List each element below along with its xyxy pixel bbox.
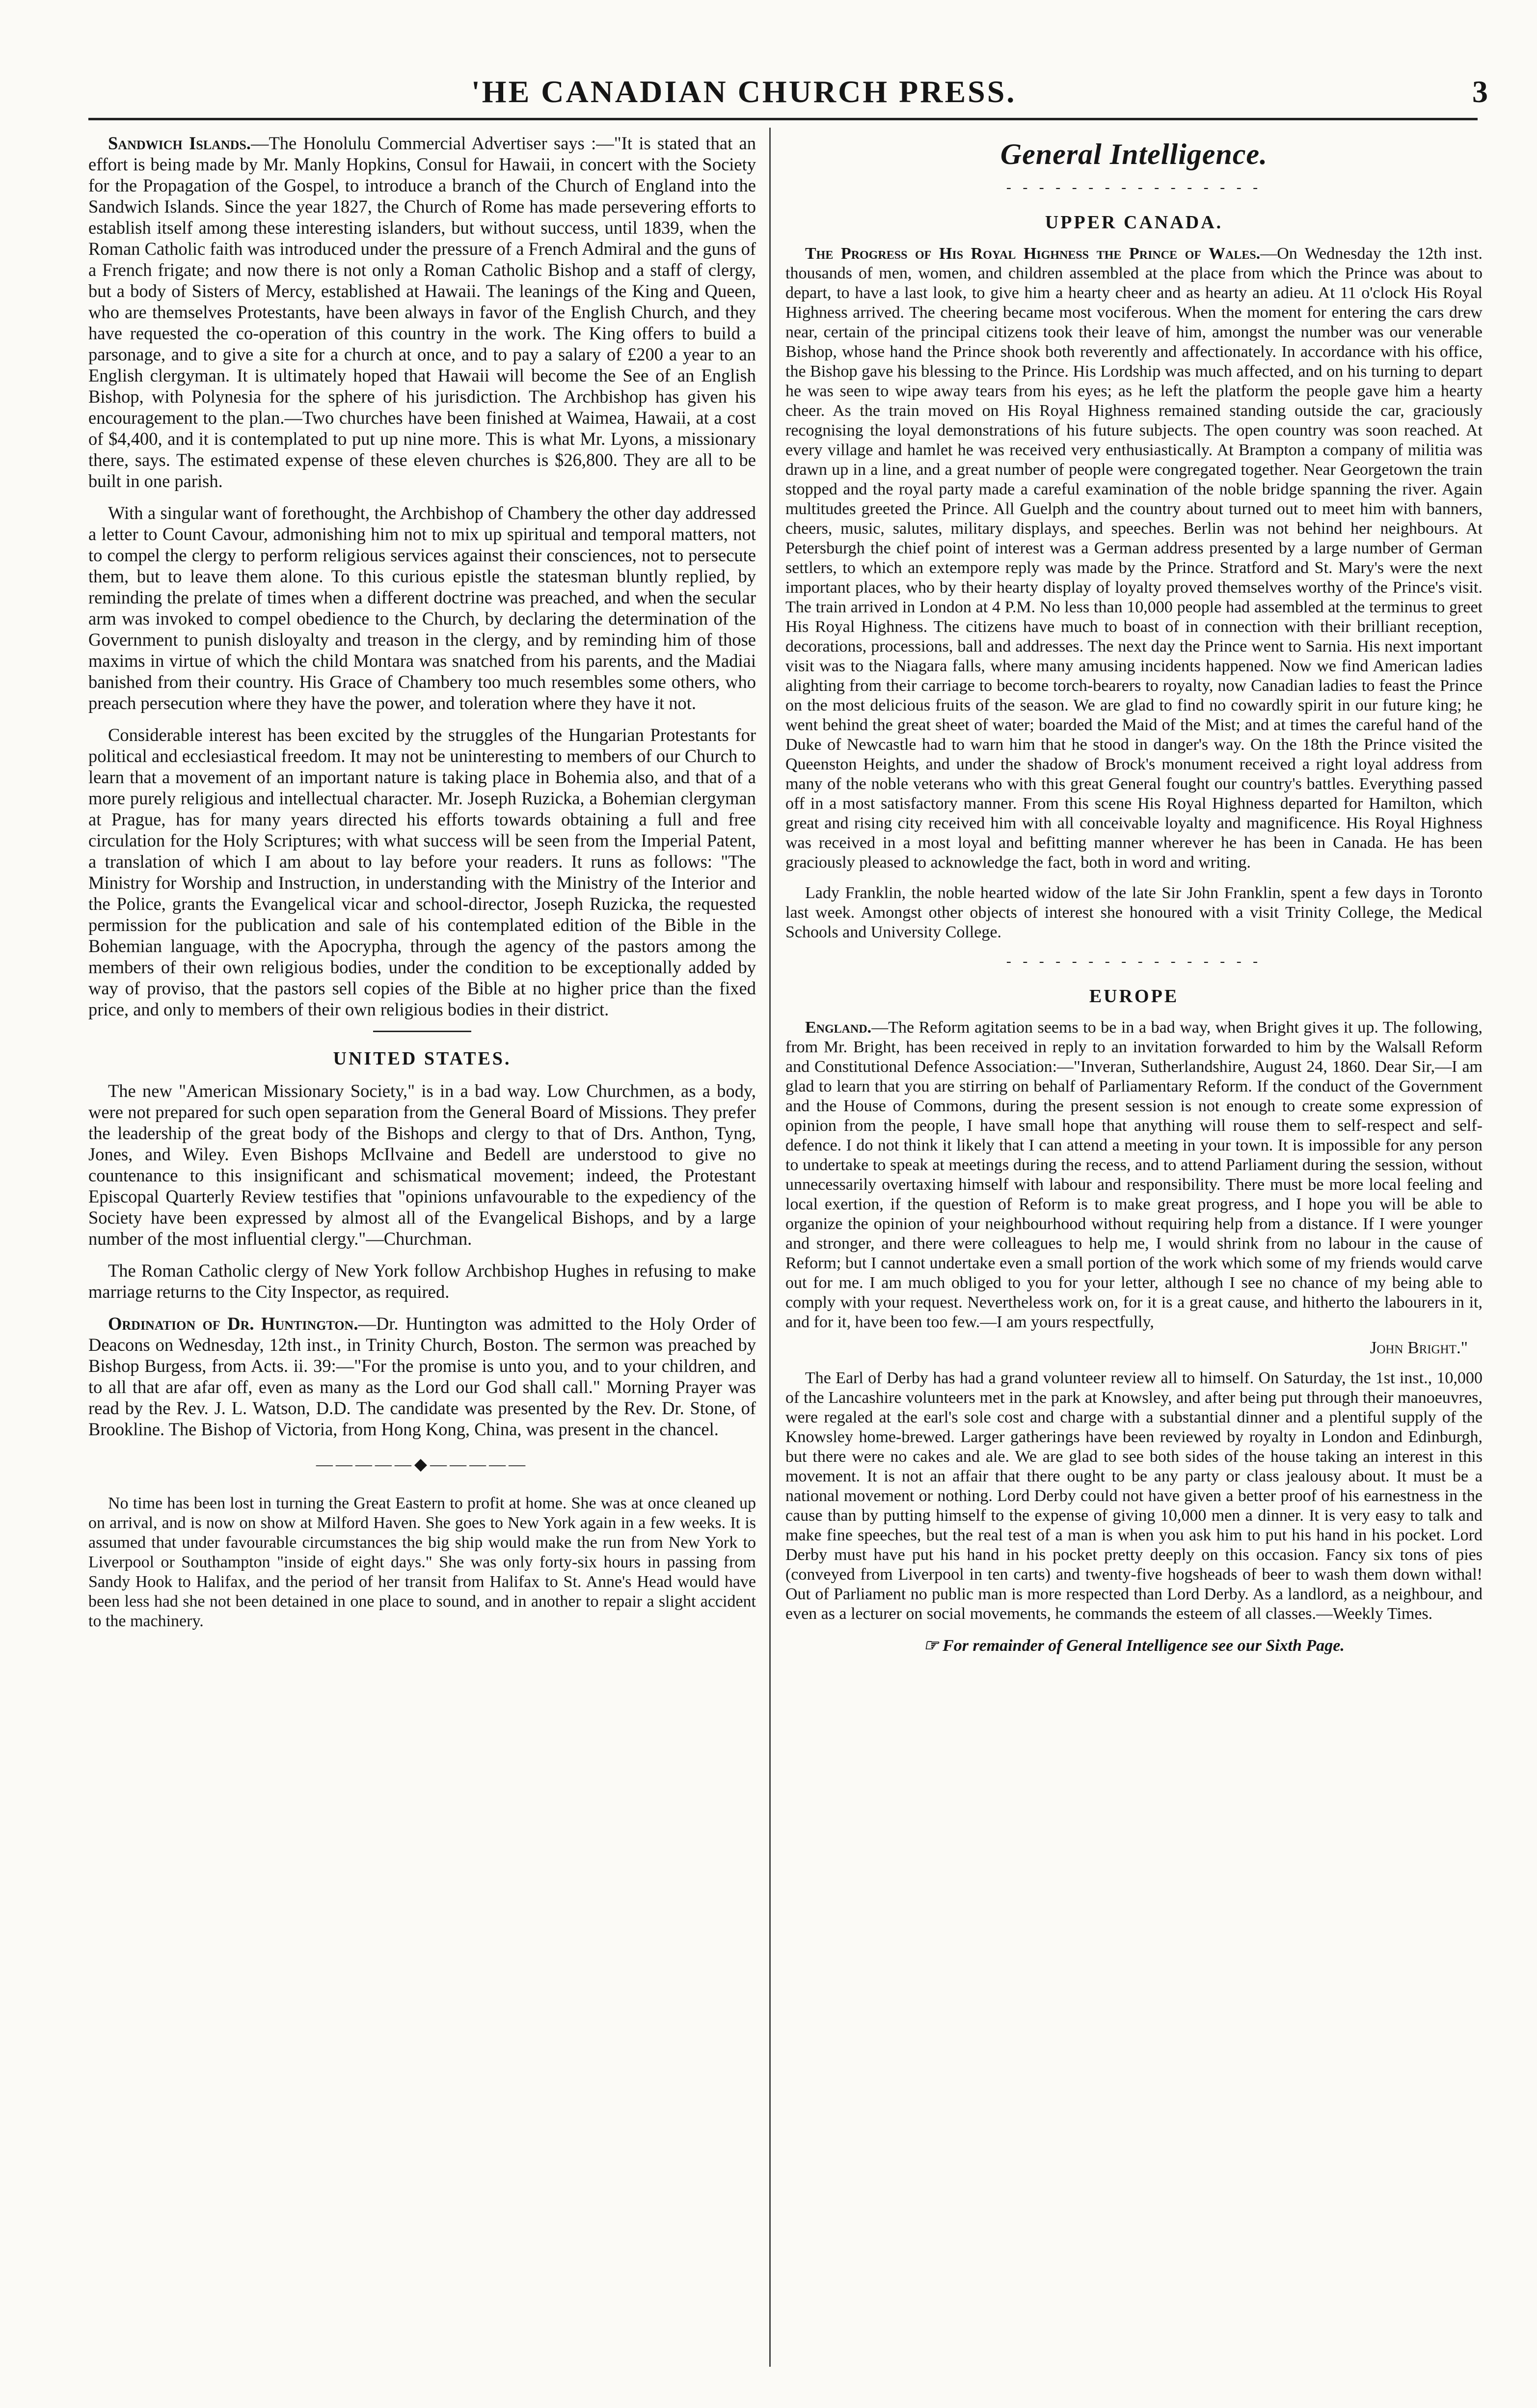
section-heading-united-states: UNITED STATES.	[333, 1048, 512, 1069]
article-text: —The Honolulu Commercial Advertiser says :—"It is stated that an effort is being made by Mr. Manly Hopkins, Consul for Hawaii, in concert with the Society for the Propagation of the Gospel, to introduce a branch of the Church of England into the Sandwich Islands. Since the year 1827, the Church of Rome has made persevering efforts to establish itself among these interesting islanders, but without success, until 1839, when the Roman Catholic faith was introduced under the pressure of a French Admiral and the guns of a French frigate; and now there is not only a Roman Catholic Bishop and a staff of clergy, but a body of Sisters of Mercy, established at Hawaii. The leanings of the King and Queen, who are themselves Protestants, have been always in favor of the English Church, and they have requested the co-operation of this country in the work. The King offers to build a parsonage, and to give a site for a church at once, and to pay a salary of £200 a year to an English clergyman. It is ultimately hoped that Hawaii will become the See of an English Bishop, with Polynesia for the sphere of his jurisdiction. The Archbishop has given his encouragement to the plan.—Two churches have been finished at Waimea, Hawaii, at a cost of $4,400, and it is contemplated to put up nine more. This is what Mr. Lyons, a missionary there, says. The estimated expense of these eleven churches is $26,800. They are all to be built in one parish.	[88, 133, 756, 491]
header-rule	[88, 118, 1478, 120]
article-great-eastern: No time has been lost in turning the Great Eastern to profit at home. She was at once cleaned up on arrival, and is now on show at Milford Haven. She goes to New York again in a few weeks. It is assumed that under favourable circumstances the big ship would make the run from New York to Liverpool or Southampton "inside of eight days." She was only forty-six hours in passing from Sandy Hook to Halifax, and the period of her transit from Halifax to St. Anne's Head would have been less had she not been detained in one place to sound, and in another to repair a slight accident to the machinery.	[88, 1494, 756, 1630]
article-american-missionary-society: The new "American Missionary Society," is in a bad way. Low Churchmen, as a body, were not prepared for such open separation from the General Board of Missions. They prefer the leadership of the great body of the Bishops and clergy to that of Drs. Anthon, Tyng, Jones, and Wiley. Even Bishops McIlvaine and Bedell are understood to give no countenance to this insignificant and schismatical movement; indeed, the Protestant Episcopal Quarterly Review testifies that "opinions unfavourable to the expediency of the Society have been expressed by almost all of the Evangelical Bishops, and by a large number of the most influential clergy."—Churchman.	[88, 1081, 756, 1249]
article-ordination	[88, 1313, 756, 1440]
article-lead: Ordination of Dr. Huntington.	[108, 1313, 358, 1334]
right-column	[785, 133, 1483, 1655]
article-roman-catholic-clergy: The Roman Catholic clergy of New York follow Archbishop Hughes in refusing to make marriage returns to the City Inspector, as required.	[88, 1260, 756, 1302]
article-earl-of-derby: The Earl of Derby has had a grand volunteer review all to himself. On Saturday, the 1st inst., 10,000 of the Lancashire volunteers met in the park at Knowsley, and after being put through their manoeuvres, were regaled at the earl's sole cost and charge with a substantial dinner and a plentiful supply of the Knowsley home-brewed. Larger gatherings have been reviewed by royalty in London and Edinburgh, but there were no cakes and ale. We are glad to see both sides of the house taking an interest in this movement. It is not an affair that there ought to be any party or class jealousy about. It must be a national movement or nothing. Lord Derby could not have given a better proof of his earnestness in the cause than by putting himself to the expense of giving 10,000 men a dinner. It is very easy to talk and make fine speeches, but the real test of a man is when you ask him to put his hand in his pocket. Lord Derby must have put his hand in his pocket pretty deeply on this occasion. Fancy six tons of pies (conveyed from Liverpool in ten carts) and twenty-five hogsheads of beer to wash them down withal! Out of Parliament no public man is more respected than Lord Derby. As a landlord, as a neighbour, and even as a lecturer on social movements, he commands the esteem of all classes.—Weekly Times.	[785, 1369, 1483, 1623]
dashed-rule: - - - - - - - - - - - - - - - -	[1006, 179, 1262, 195]
continuation-note: ☞ For remainder of General Intelligence see our Sixth Page.	[923, 1637, 1345, 1655]
article-text: —Dr. Huntington was admitted to the Holy Order of Deacons on Wednesday, 12th inst., in Trinity Church, Boston. The sermon was preached by Bishop Burgess, from Acts. ii. 39:—"For the promise is unto you, and to your children, and to all that are afar off, even as many as the Lord our God shall call." Morning Prayer was read by the Rev. J. L. Watson, D.D. The candidate was presented by the Rev. Dr. Stone, of Brookline. The Bishop of Victoria, from Hong Kong, China, was present in the chancel.	[88, 1313, 756, 1439]
newspaper-title: 'HE CANADIAN CHURCH PRESS.	[471, 74, 1017, 109]
article-hungarian-protestants: Considerable interest has been excited by the struggles of the Hungarian Protestants for political and ecclesiastical freedom. It may not be uninteresting to members of our Church to learn that a movement of an important nature is taking place in Bohemia also, and that of a more purely religious and intellectual character. Mr. Joseph Ruzicka, a Bohemian clergyman at Prague, has for many years directed his efforts towards obtaining a full and free circulation for the Holy Scriptures; with what success will be seen from the Imperial Patent, a translation of which I am about to lay before your readers. It runs as follows: "The Ministry for Worship and Instruction, in understanding with the Ministry of the Interior and the Police, grants the Evangelical vicar and school-director, Joseph Ruzicka, the requested permission for the publication and sale of his contemplated edition of the Bible in the Bohemian language, with the Apocrypha, through the agency of the pastors among the members of their own religious bodies, under the condition to be exceptionally added by way of proviso, that the pastors sell copies of the Bible at no higher price than the fixed price, and only to members of their own religious bodies in their district.	[88, 725, 756, 1019]
article-text: —On Wednesday the 12th inst. thousands of men, women, and children assembled at the place from which the Prince was about to depart, to have a last look, to give him a hearty cheer and as hearty an adieu. At 11 o'clock His Royal Highness arrived. The cheering became most vociferous. When the moment for entering the cars drew near, certain of the principal citizens took their leave of him, amongst the number was our venerable Bishop, whose hand the Prince shook both reverently and affectionately. In accordance with his office, the Bishop gave his blessing to the Prince. His Lordship was much affected, and on his turning to depart he was seen to wipe away tears from his eyes; as he left the platform the people gave him a hearty cheer. As the train moved on His Royal Highness remained standing outside the car, graciously recognising the loyal demonstrations of his future subjects. The open country was soon reached. At every village and hamlet he was received very enthusiastically. At Brampton a company of militia was drawn up in a line, and a great number of people were congregated together. Near Georgetown the train stopped and the royal party made a careful examination of the noble bridge spanning the river. Again multitudes greeted the Prince. All Guelph and the country about turned out to meet him with banners, cheers, music, salutes, military displays, and speeches. Berlin was not behind her neighbours. At Petersburgh the chief point of interest was a German address presented by a large number of German settlers, to which an extempore reply was made by the Prince. Stratford and St. Mary's were the next important places, who by their hearty display of loyalty proved themselves worthy of the Prince's visit. The train arrived in London at 4 P.M. No less than 10,000 people had assembled at the terminus to greet His Royal Highness. The citizens have much to boast of in connection with their brilliant reception, decorations, processions, ball and addresses. The next day the Prince went to Sarnia. His next important visit was to the Niagara falls, where many amusing incidents happened. Now we find American ladies alighting from their carriage to become torch-bearers to royalty, now Canadian ladies to feast the Prince on the most delicious fruits of the season. We are glad to find no cowardly spirit in our future king; he went behind the great sheet of water; boarded the Maid of the Mist; and at times the careful hand of the Duke of Newcastle had to warn him that he stood in danger's way. On the 18th the Prince visited the Queenston Heights, and under the shadow of Brock's monument received a right loyal address from many of the noble veterans who with this great General fought our country's battles. Everything passed off in a most satisfactory manner. From this scene His Royal Highness departed for Hamilton, which great and rising city received him with all conceivable loyalty and magnificence. His Royal Highness was received in a most loyal and befitting manner wherever he has been in Canada. He has been graciously pleased to acknowledge the fact, both in word and writing.	[785, 245, 1483, 872]
section-rule	[373, 1031, 471, 1032]
letter-signature: John Bright."	[1370, 1338, 1468, 1357]
ornamental-rule: —————◆—————	[316, 1455, 529, 1474]
article-lead: England.	[805, 1018, 872, 1037]
article-text: —The Reform agitation seems to be in a bad way, when Bright gives it up. The following, from Mr. Bright, has been received in reply to an invitation forwarded to him by the Walsall Reform and Constitutional Defence Association:—"Inveran, Sutherlandshire, August 24, 1860. Dear Sir,—I am glad to learn that you are stirring on behalf of Parliamentary Reform. If the conduct of the Government and the House of Commons, during the present session is not enough to create some expression of opinion from the people, I have small hope that anything will rouse them to self-respect and self-defence. I do not think it likely that I can attend a meeting in your town. It is impossible for any person to undertake to speak at meetings during the recess, and to attend Parliament during the session, without unnecessarily overtaxing himself with labour and responsibility. There must be more local feeling and local exertion, if the question of Reform is to make great progress, and I hope you will be able to organize the opinion of your neighbourhood without requiring help from a distance. If I were younger and stronger, and there were colleagues to help me, I would shrink from no labour in the cause of Reform; but I cannot undertake even a small portion of the work which some of my friends would carve out for me. I am much obliged to you for your letter, although I see no chance of my being able to comply with your request. Nevertheless work on, for it is a great cause, and hitherto the labourers in it, and for it, have been too few.—I am yours respectfully,	[785, 1018, 1483, 1331]
section-heading-europe: EUROPE	[1089, 986, 1179, 1007]
article-sandwich-islands	[88, 133, 756, 492]
running-head	[0, 74, 1537, 123]
section-masthead: General Intelligence.	[1000, 138, 1268, 170]
article-england-reform	[785, 1018, 1483, 1332]
article-chambery: With a singular want of forethought, the Archbishop of Chambery the other day addressed a letter to Count Cavour, admonishing him not to mix up spiritual and temporal matters, not to compel the clergy to perform religious services against their consciences, not to persecute them, but to leave them alone. To this curious epistle the statesman bluntly replied, by reminding the prelate of times when a different doctrine was preached, and when the secular arm was invoked to compel obedience to the Church, by declaring the determination of the Government to punish disloyalty and treason in the clergy, and by reminding him of those maxims in virtue of which the child Montara was snatched from his parents, and the Madiai banished from their country. His Grace of Chambery too much resembles some others, who preach persecution where they have the power, and toleration where they have it not.	[88, 503, 756, 713]
left-column	[88, 133, 756, 1642]
article-lead: Sandwich Islands.	[108, 133, 251, 153]
article-lady-franklin: Lady Franklin, the noble hearted widow of the late Sir John Franklin, spent a few days in Toronto last week. Amongst other objects of interest she honoured with a visit Trinity College, the Medical Schools and University College.	[785, 884, 1483, 941]
article-lead: The Progress of His Royal Highness the Prince of Wales.	[805, 245, 1261, 263]
dashed-rule: - - - - - - - - - - - - - - - -	[1006, 953, 1262, 969]
article-prince-of-wales	[785, 244, 1483, 873]
column-divider	[769, 128, 771, 2367]
section-heading-upper-canada: UPPER CANADA.	[1045, 212, 1223, 233]
page-number: 3	[1472, 74, 1488, 109]
